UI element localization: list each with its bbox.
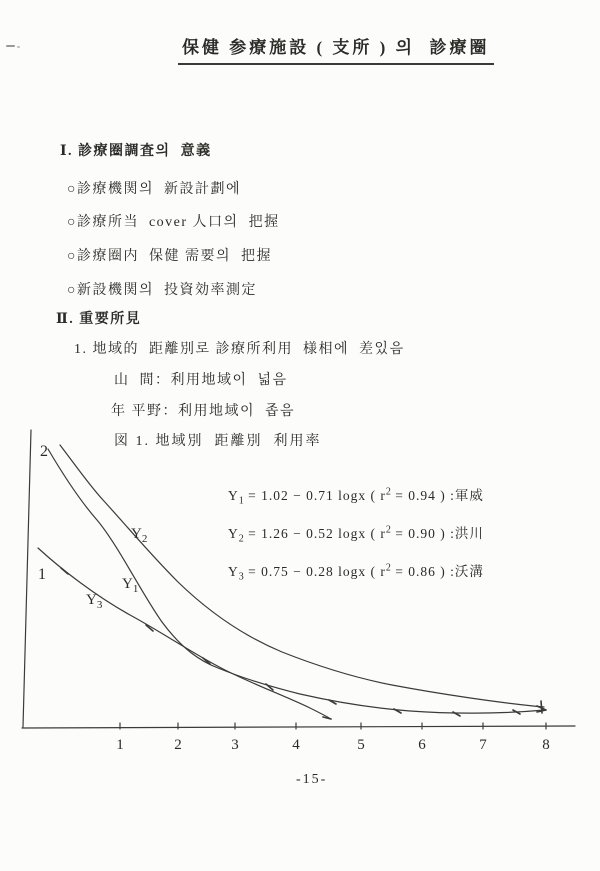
scan-artifact [6, 45, 15, 47]
section-heading-1: Ⅰ. 診療圈調査의 意義 [60, 144, 212, 159]
equation-tail: = 0.90 ) :洪川 [390, 526, 484, 541]
equation-sup: 2 [385, 524, 391, 536]
equation-sub: 1 [238, 495, 244, 507]
bullet-line: ○新設機関의 投資効率測定 [67, 283, 257, 298]
curve-label-sub: 1 [132, 583, 139, 595]
equation-body: = 0.75 − 0.28 logx ( r [243, 564, 386, 579]
sub-line-mountain: 山 間：利用地域이 넓음 [114, 373, 288, 388]
bullet-line: ○診療圈内 保健 需要의 把握 [67, 249, 272, 264]
scan-artifact [17, 46, 20, 48]
numbered-item: 1. 地域的 距離別로 診療所利用 様相에 差있음 [74, 342, 405, 357]
equation-sup: 2 [385, 486, 391, 498]
equation-body: = 1.26 − 0.52 logx ( r [243, 526, 386, 541]
sub-line-plain: 年 平野：利用地域이 좁음 [111, 404, 296, 419]
equation-tail: = 0.94 ) :軍威 [390, 488, 484, 503]
equation-sup: 2 [385, 562, 391, 574]
curve-label-y3 [86, 592, 103, 611]
equation-lhs: Y [228, 564, 239, 579]
equation-lhs: Y [228, 526, 239, 541]
x-axis-tick: 2 [174, 737, 182, 753]
equation-sub: 2 [238, 533, 244, 545]
bullet-line: ○診療所当 cover 人口의 把握 [67, 215, 280, 230]
bullet-line: ○診療機関의 新設計劃에 [67, 182, 242, 197]
curve-label-y1 [122, 576, 138, 595]
curve-label-base: Y [86, 592, 97, 608]
x-axis-tick: 1 [116, 737, 124, 753]
x-axis-tick: 3 [231, 737, 239, 753]
curve-label-base: Y [131, 526, 142, 542]
y-axis-tick-1: 1 [38, 566, 46, 583]
equation-sub: 3 [238, 571, 244, 583]
page-number: -15- [296, 772, 328, 787]
page-title: 保健 参療施設 ( 支所 ) 의 診療圈 [178, 33, 494, 65]
equation-tail: = 0.86 ) :沃溝 [390, 564, 484, 579]
curve-y3 [38, 548, 331, 719]
equation-lhs: Y [228, 488, 239, 503]
section-heading-2: Ⅱ. 重要所見 [56, 312, 142, 327]
x-axis-tick: 6 [418, 737, 426, 753]
x-axis-tick: 7 [479, 737, 487, 753]
figure-caption: 図 1. 地域別 距離別 利用率 [114, 434, 322, 449]
x-axis-tick: 8 [542, 737, 550, 753]
equation-body: = 1.02 − 0.71 logx ( r [243, 488, 386, 503]
curve-label-sub: 3 [96, 599, 103, 611]
y-axis-tick-2: 2 [40, 443, 48, 460]
chart-axes [22, 430, 575, 729]
curve-label-sub: 2 [141, 533, 148, 545]
curve-label-y2 [131, 526, 147, 545]
x-axis-tick: 5 [357, 737, 365, 753]
utilization-chart [0, 420, 600, 765]
curve-label-base: Y [122, 576, 133, 592]
x-axis-tick: 4 [292, 737, 300, 753]
